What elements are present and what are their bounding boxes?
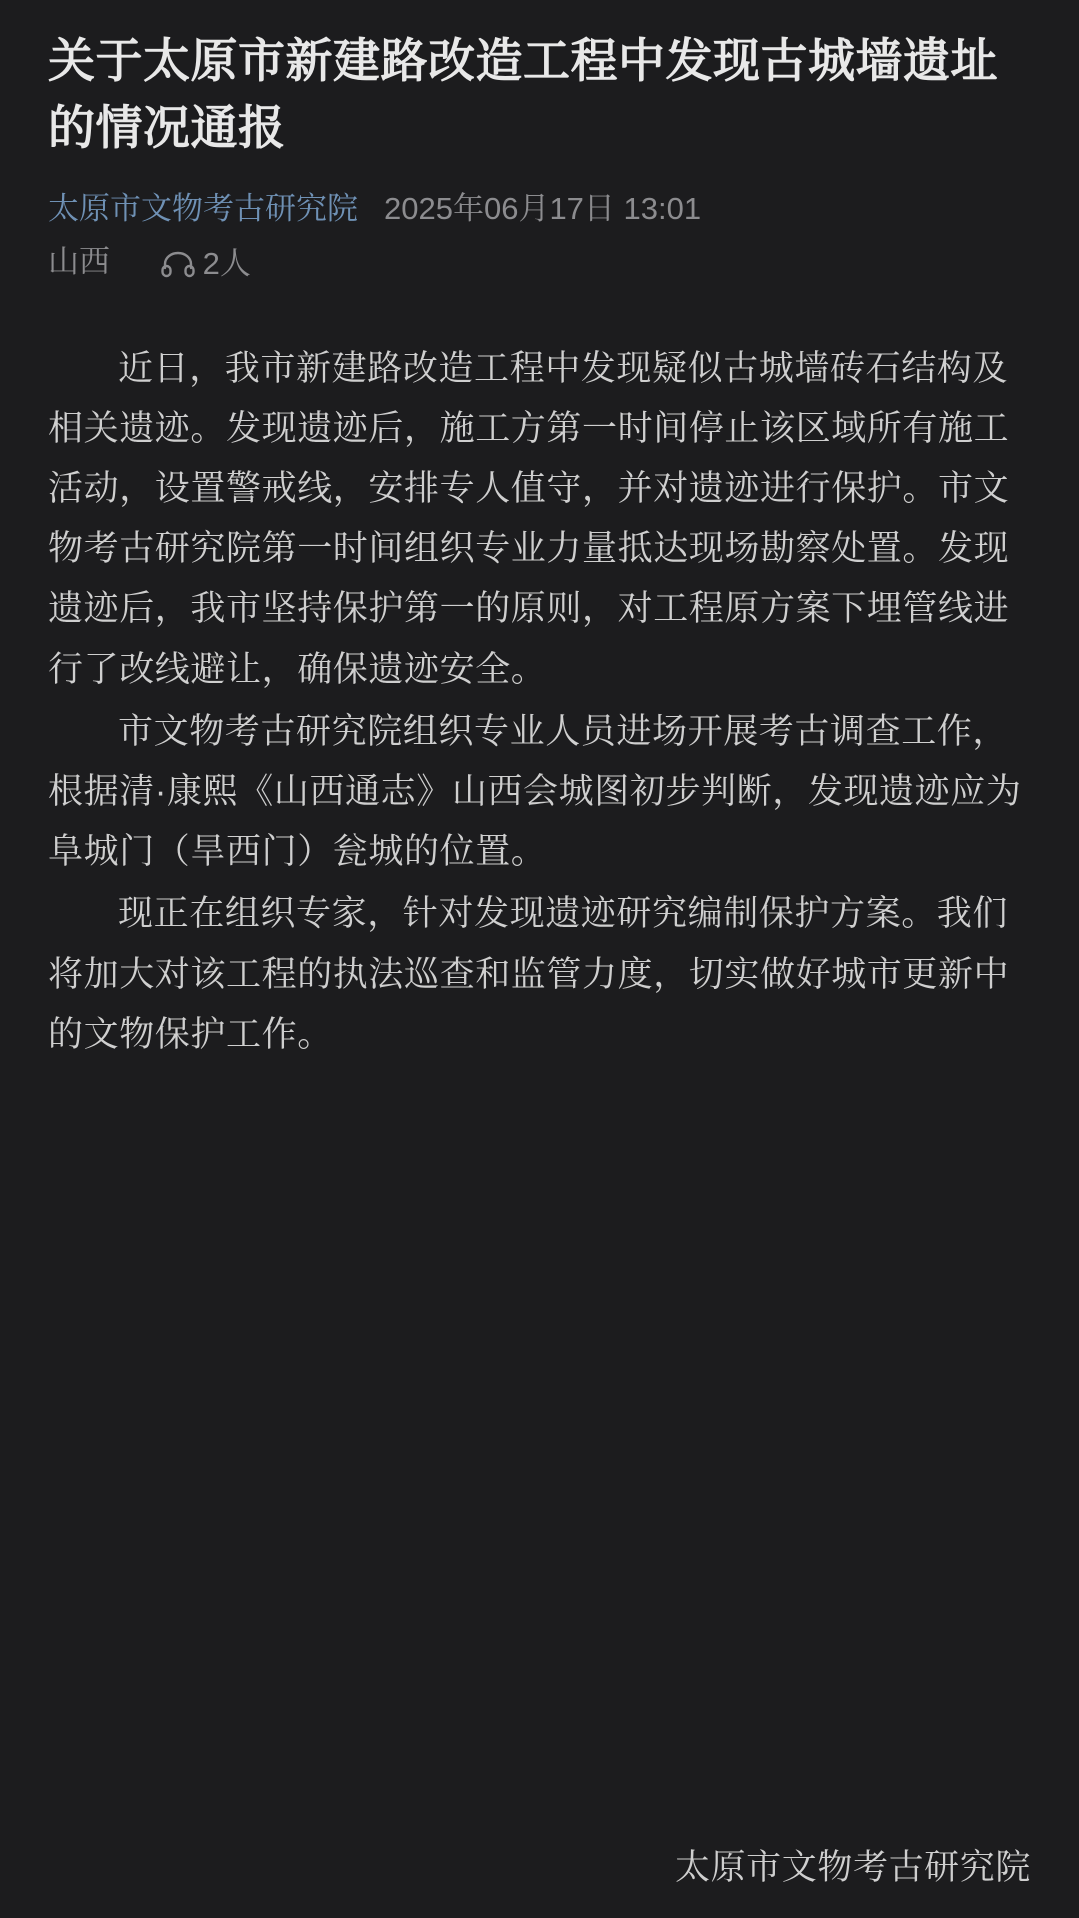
listen-count: 2人	[202, 245, 251, 281]
article-body	[48, 339, 1031, 1065]
page-title: 关于太原市新建路改造工程中发现古城墙遗址的情况通报	[48, 34, 998, 154]
article-paragraph: 现正在组织专家，针对发现遗迹研究编制保护方案。我们将加大对该工程的执法巡查和监管力度，切实做好城市更新中的文物保护工作。	[48, 894, 1010, 1054]
article-paragraph: 市文物考古研究院组织专业人员进场开展考古调查工作，根据清·康熙《山西通志》山西会城图初步判断，发现遗迹应为阜城门（旱西门）瓮城的位置。	[48, 711, 1022, 872]
article-region: 山西	[48, 244, 110, 280]
headphones-icon	[161, 250, 195, 278]
article-datetime: 2025年06月17日 13:01	[384, 191, 702, 227]
listen-button[interactable]	[161, 242, 251, 287]
article-meta-second-line	[48, 240, 1031, 286]
article-signature: 太原市文物考古研究院	[674, 1848, 1031, 1887]
article-meta	[48, 187, 1031, 286]
article-paragraph: 近日，我市新建路改造工程中发现疑似古城墙砖石结构及相关遗迹。发现遗迹后，施工方第一时间停止该区域所有施工活动，设置警戒线，安排专人值守，并对遗迹进行保护。市文物考古研究院第一时间组织专业力量抵达现场勘察处置。发现遗迹后，我市坚持保护第一的原则，对工程原方案下埋管线进行了改线避让，确保遗迹安全。	[48, 348, 1010, 689]
article-source[interactable]: 太原市文物考古研究院	[48, 191, 358, 227]
